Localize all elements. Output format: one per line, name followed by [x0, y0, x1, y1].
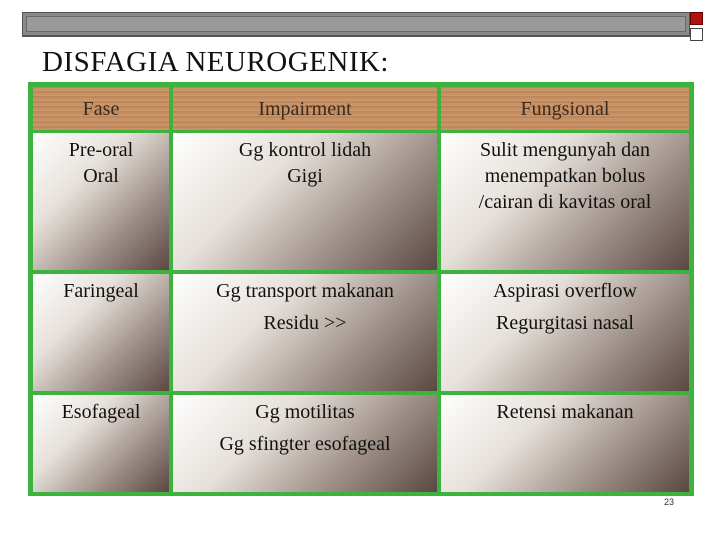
row2-fase: [33, 274, 169, 391]
phase-table: [28, 82, 694, 496]
header-fungsional-text: Fungsional: [520, 97, 610, 120]
row2-impairment-line1: Gg transport makanan: [216, 280, 394, 302]
header-impairment: [173, 87, 437, 130]
header-impairment-text: Impairment: [258, 97, 352, 120]
title-bar-inner: [26, 16, 686, 32]
title-frame-left: [22, 12, 23, 37]
row2-fungsional: [441, 274, 689, 391]
header-fase-text: Fase: [82, 97, 120, 120]
title-bar: [22, 12, 690, 36]
header-fase: [33, 87, 169, 130]
row3-fase-line1: Esofageal: [61, 401, 141, 423]
row1-fase: [33, 133, 169, 270]
row3-impairment: [173, 395, 437, 492]
title-underline: [22, 36, 690, 37]
row1-impairment-line1: Gg kontrol lidah: [238, 139, 372, 161]
row1-impairment: [173, 133, 437, 270]
row1-fungsional-line2: menempatkan bolus: [484, 165, 646, 187]
row2-fungsional-line1: Aspirasi overflow: [493, 280, 637, 302]
page-number: 23: [664, 497, 675, 507]
row3-impairment-line2: Gg sfingter esofageal: [219, 433, 391, 455]
row3-impairment-line1: Gg motilitas: [255, 401, 355, 423]
row2-impairment-line2: Residu >>: [263, 312, 347, 334]
row3-fungsional: [441, 395, 689, 492]
row1-fase-line1: Pre-oral: [68, 139, 134, 161]
row2-impairment: [173, 274, 437, 391]
row2-fungsional-line2: Regurgitasi nasal: [496, 312, 634, 334]
row3-fungsional-line1: Retensi makanan: [496, 401, 634, 423]
slide-title: DISFAGIA NEUROGENIK:: [42, 46, 389, 78]
accent-square: [690, 12, 703, 25]
outline-square: [690, 28, 703, 41]
row1-fungsional: [441, 133, 689, 270]
row1-impairment-line2: Gigi: [287, 165, 323, 187]
row1-fungsional-line1: Sulit mengunyah dan: [480, 139, 650, 161]
header-fungsional: [441, 87, 689, 130]
row2-fase-line1: Faringeal: [63, 280, 139, 302]
row1-fungsional-line3: /cairan di kavitas oral: [478, 191, 652, 213]
row3-fase: [33, 395, 169, 492]
row1-fase-line2: Oral: [83, 165, 119, 187]
